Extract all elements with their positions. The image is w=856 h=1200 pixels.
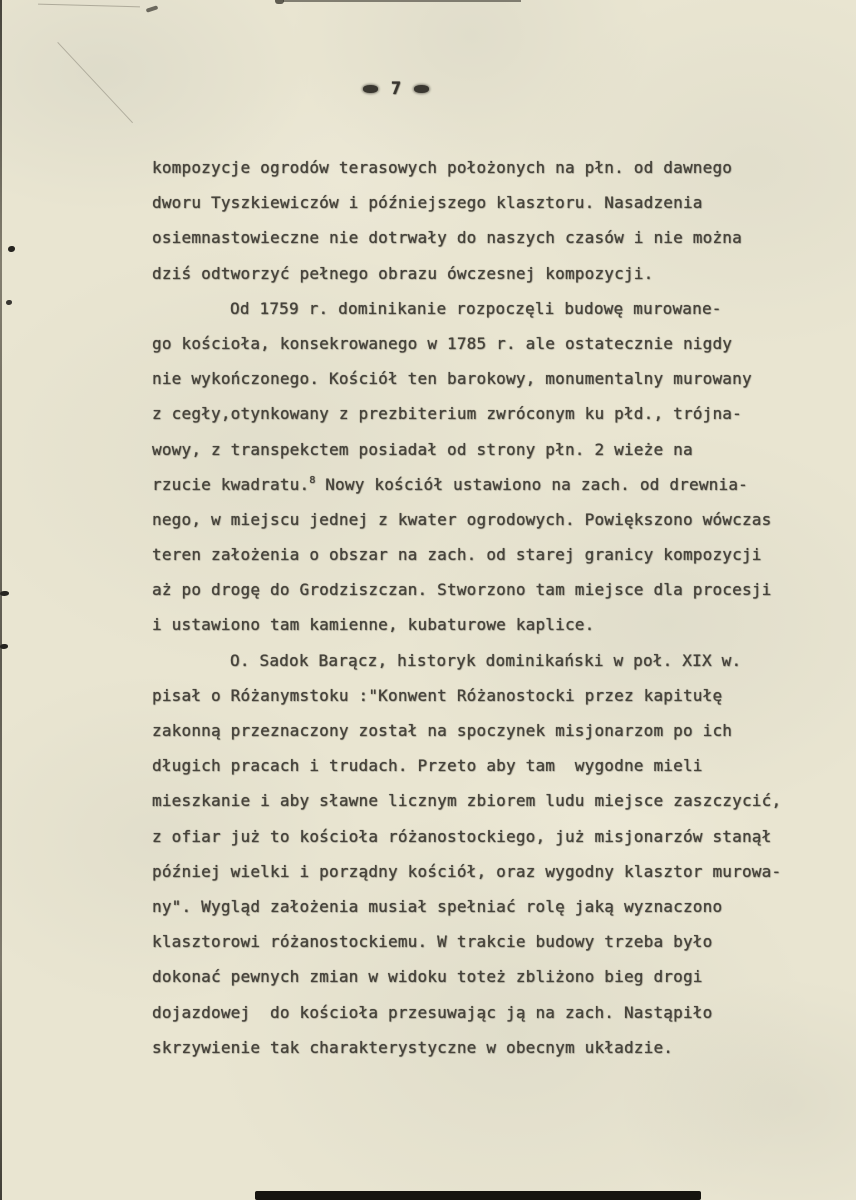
text-line: pisał o Różanymstoku :"Konwent Różanostocki przez kapitułę [152, 685, 723, 705]
text-line: wowy, z transpekctem posiadał od strony płn. 2 wieże na [152, 439, 693, 459]
ink-speck [0, 591, 9, 596]
text-line: aż po drogę do Grodziszczan. Stworzono tam miejsce dla procesji [152, 580, 772, 600]
text-line: klasztorowi różanostockiemu. W trakcie budowy trzeba było [152, 932, 713, 952]
text-line: później wielki i porządny kościół, oraz wygodny klasztor murowa- [152, 861, 782, 881]
footnote-reference: 8 [309, 474, 316, 486]
text-line: dziś odtworzyć pełnego obrazu ówczesnej kompozycji. [152, 263, 654, 283]
ink-mark-top [146, 5, 159, 13]
text-line: go kościoła, konsekrowanego w 1785 r. ale ostatecznie nigdy [152, 333, 733, 353]
text-line: zakonną przeznaczony został na spoczynek misjonarzom po ich [152, 721, 733, 740]
dash-ink-blob-left [363, 85, 378, 93]
text-line: Od 1759 r. dominikanie rozpoczęli budowę murowane- [230, 298, 722, 318]
ink-dot-top [275, 0, 284, 4]
scan-edge-top-faint [38, 4, 140, 8]
text-line: nego, w miejscu jednej z kwater ogrodowych. Powiększono wówczas [152, 509, 772, 529]
text-line: skrzywienie tak charakterystyczne w obecnym układzie. [152, 1037, 674, 1057]
pencil-scratch [57, 42, 133, 123]
scan-edge-top [283, 0, 521, 2]
scan-edge-left [0, 0, 2, 1200]
page-number-value: 7 [390, 78, 402, 99]
scan-edge-bottom [255, 1191, 701, 1200]
text-line: kompozycje ogrodów terasowych położonych na płn. od dawnego [152, 158, 733, 177]
text-line: dojazdowej do kościoła przesuwając ją na zach. Nastąpiło [152, 1002, 713, 1022]
text-line: dokonać pewnych zmian w widoku toteż zbliżono bieg drogi [152, 967, 703, 987]
text-line: rzucie kwadratu.$^8$ Nowy kościół ustawiono na zach. od drewnia- [152, 474, 749, 494]
ink-speck [0, 644, 8, 649]
ink-speck [8, 246, 15, 252]
ink-speck [6, 300, 12, 305]
text-line: ny". Wygląd założenia musiał spełniać rolę jaką wyznaczono [152, 896, 723, 916]
text-line: i ustawiono tam kamienne, kubaturowe kaplice. [152, 615, 595, 635]
text-line: osiemnastowieczne nie dotrwały do naszych czasów i nie można [152, 228, 742, 248]
text-line: teren założenia o obszar na zach. od starej granicy kompozycji [152, 545, 762, 565]
text-line: długich pracach i trudach. Przeto aby tam wygodne mieli [152, 756, 703, 776]
dash-ink-blob-right [414, 85, 429, 93]
text-line: mieszkanie i aby sławne licznym zbiorem ludu miejsce zaszczycić, [152, 791, 782, 811]
text-body [152, 150, 832, 1065]
text-line: z cegły,otynkowany z prezbiterium zwróconym ku płd., trójna- [152, 404, 742, 424]
text-line: O. Sadok Barącz, historyk dominikański w poł. XIX w. [230, 650, 742, 670]
page-number [348, 76, 444, 102]
text-line: z ofiar już to kościoła różanostockiego, już misjonarzów stanął [152, 826, 772, 846]
text-line: nie wykończonego. Kościół ten barokowy, monumentalny murowany [152, 369, 752, 389]
text-line: dworu Tyszkiewiczów i późniejszego klasztoru. Nasadzenia [152, 193, 703, 213]
